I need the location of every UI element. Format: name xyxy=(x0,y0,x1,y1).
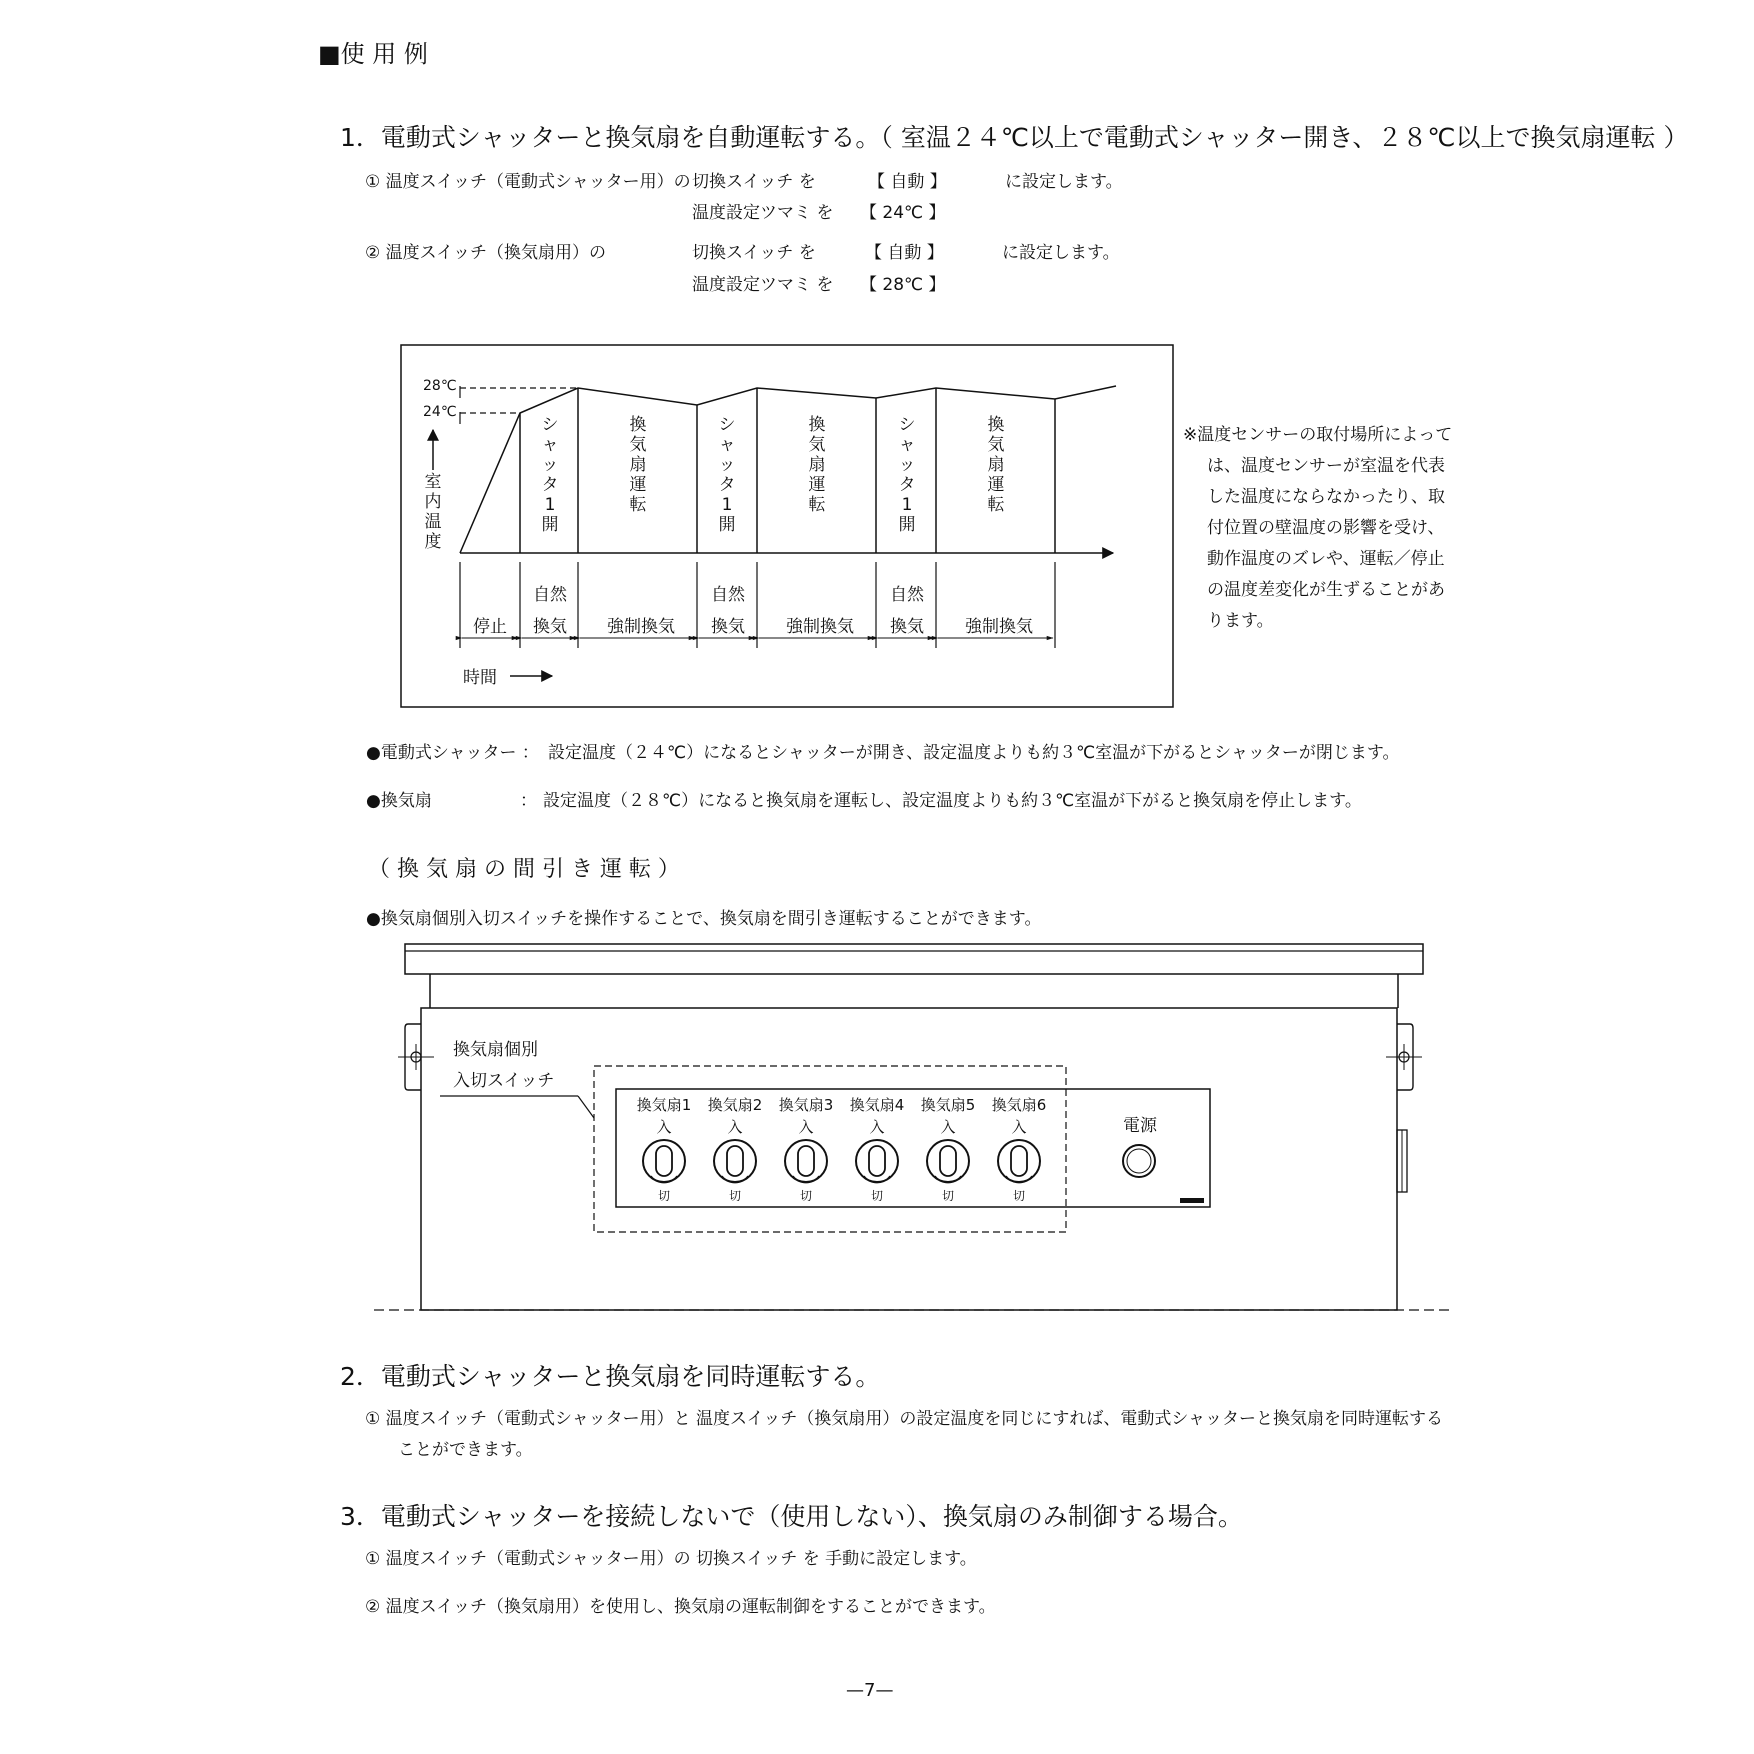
switch-3-label: 換気扇3 xyxy=(778,1096,834,1114)
switch-6-off-label: 切 xyxy=(1012,1189,1025,1203)
s1-row1-switch: 切換スイッチ を xyxy=(692,172,816,192)
s1-row2b-knob: 温度設定ツマミ を xyxy=(692,275,834,295)
switch-6-on-label: 入 xyxy=(1011,1118,1027,1136)
interval-natural-1b: 換気 xyxy=(533,617,567,637)
label-28c: 28℃ xyxy=(423,378,457,394)
fan-run-label-1: 換 気 扇 運 転 xyxy=(629,415,647,515)
s1-row2-suffix: に設定します。 xyxy=(1002,243,1120,263)
toggle-switch-6[interactable] xyxy=(998,1140,1040,1183)
bullet-fan-label: ●換気扇 xyxy=(366,791,432,811)
fan-run-label-2: 換 気 扇 運 転 xyxy=(808,415,826,515)
s1-row2-switch: 切換スイッチ を xyxy=(692,243,816,263)
bullet-shutter-label: ●電動式シャッター ： xyxy=(366,743,539,763)
bullet-fan-colon: ： xyxy=(520,791,537,811)
s2-line2: ことができます。 xyxy=(398,1440,533,1460)
shutter-open-label-1: シ ャ ッ タ 1 開 xyxy=(541,415,559,535)
section-header: ■使 用 例 xyxy=(318,40,428,68)
interval-natural-2a: 自然 xyxy=(711,585,745,605)
power-lamp xyxy=(1123,1145,1155,1177)
interval-natural-1a: 自然 xyxy=(533,585,567,605)
bullet-fan-text: 設定温度（２８℃）になると換気扇を運転し、設定温度よりも約３℃室温が下がると換気扇を停止します。 xyxy=(543,791,1362,811)
section-2-title: 2．電動式シャッターと換気扇を同時運転する。 xyxy=(340,1362,881,1391)
thinning-title: （ 換 気 扇 の 間 引 き 運 転 ） xyxy=(368,857,680,882)
switch-3-on-label: 入 xyxy=(798,1118,814,1136)
switch-1-on-label: 入 xyxy=(656,1118,672,1136)
switch-4-on-label: 入 xyxy=(869,1118,885,1136)
section-3-title: 3．電動式シャッターを接続しないで（使用しない）、換気扇のみ制御する場合。 xyxy=(340,1502,1243,1531)
panel-body xyxy=(421,1008,1397,1310)
switch-5-on-label: 入 xyxy=(940,1118,956,1136)
fan-run-label-3: 換 気 扇 運 転 xyxy=(987,415,1005,515)
label-24c: 24℃ xyxy=(423,404,457,420)
toggle-switch-1[interactable] xyxy=(643,1140,685,1183)
s1-row2-subject: ② 温度スイッチ（換気扇用）の xyxy=(365,243,606,263)
switch-5-off-label: 切 xyxy=(941,1189,954,1203)
interval-natural-2b: 換気 xyxy=(711,617,745,637)
interval-natural-3b: 換気 xyxy=(890,617,924,637)
y-axis-label: 室 内 温 度 xyxy=(424,472,442,552)
thinning-bullet: ●換気扇個別入切スイッチを操作することで、換気扇を間引き運転することができます。 xyxy=(366,909,1042,929)
s3-line1: ① 温度スイッチ（電動式シャッター用）の 切換スイッチ を 手動に設定します。 xyxy=(365,1549,977,1569)
panel-roof xyxy=(405,944,1423,974)
sensor-note: ※温度センサーの取付場所によって は、温度センサーが室温を代表 した温度にならなかったり、取 付位置の壁温度の影響を受け、 動作温度のズレや、運転／停止 の温度差変化が生ずることがあ ります。 xyxy=(1183,425,1453,631)
toggle-switch-3[interactable] xyxy=(785,1140,827,1183)
s1-row1b-knob: 温度設定ツマミ を xyxy=(692,203,834,223)
switch-2-on-label: 入 xyxy=(727,1118,743,1136)
callout-label-1: 換気扇個別 xyxy=(453,1040,538,1060)
shutter-open-label-3: シ ャ ッ タ 1 開 xyxy=(898,415,916,535)
switch-2-label: 換気扇2 xyxy=(707,1096,763,1114)
switch-4-off-label: 切 xyxy=(870,1189,883,1203)
s3-line2: ② 温度スイッチ（換気扇用）を使用し、換気扇の運転制御をすることができます。 xyxy=(365,1597,996,1617)
switch-5-label: 換気扇5 xyxy=(920,1096,976,1114)
shutter-open-label-2: シ ャ ッ タ 1 開 xyxy=(718,415,736,535)
s1-row1b-value: 【 24℃ 】 xyxy=(860,203,946,223)
toggle-switch-2[interactable] xyxy=(714,1140,756,1183)
s1-row2b-value: 【 28℃ 】 xyxy=(860,275,946,295)
switch-1-off-label: 切 xyxy=(657,1189,670,1203)
diagram-frame xyxy=(401,345,1173,707)
interval-forced-3: 強制換気 xyxy=(965,617,1033,637)
time-label: 時間 xyxy=(463,668,497,688)
page-number: —7— xyxy=(846,1680,894,1701)
switch-3-off-label: 切 xyxy=(799,1189,812,1203)
interval-forced-2: 強制換気 xyxy=(786,617,854,637)
interval-stop: 停止 xyxy=(473,617,507,637)
switch-6-label: 換気扇6 xyxy=(991,1096,1047,1114)
s1-row2-value: 【 自動 】 xyxy=(865,243,944,263)
toggle-switch-5[interactable] xyxy=(927,1140,969,1183)
s2-line1: ① 温度スイッチ（電動式シャッター用）と 温度スイッチ（換気扇用）の設定温度を同じにすれば、電動式シャッターと換気扇を同時運転する xyxy=(365,1409,1444,1429)
temperature-timing-diagram xyxy=(0,0,1754,720)
power-label: 電源 xyxy=(1123,1116,1157,1136)
switch-1-label: 換気扇1 xyxy=(636,1096,692,1114)
section-1-title: 1．電動式シャッターと換気扇を自動運転する。（ 室温２４℃以上で電動式シャッター開き、２８℃以上で換気扇運転 ） xyxy=(340,123,1689,152)
callout-label-2: 入切スイッチ xyxy=(453,1071,555,1091)
interval-forced-1: 強制換気 xyxy=(607,617,675,637)
s1-row1-value: 【 自動 】 xyxy=(868,172,947,192)
switch-2-off-label: 切 xyxy=(728,1189,741,1203)
toggle-switch-4[interactable] xyxy=(856,1140,898,1183)
s1-row1-suffix: に設定します。 xyxy=(1005,172,1123,192)
interval-natural-3a: 自然 xyxy=(890,585,924,605)
switch-4-label: 換気扇4 xyxy=(849,1096,905,1114)
bullet-shutter-text: 設定温度（２４℃）になるとシャッターが開き、設定温度よりも約３℃室温が下がるとシャッターが閉じます。 xyxy=(548,743,1400,763)
s1-row1-subject: ① 温度スイッチ（電動式シャッター用）の xyxy=(365,172,691,192)
